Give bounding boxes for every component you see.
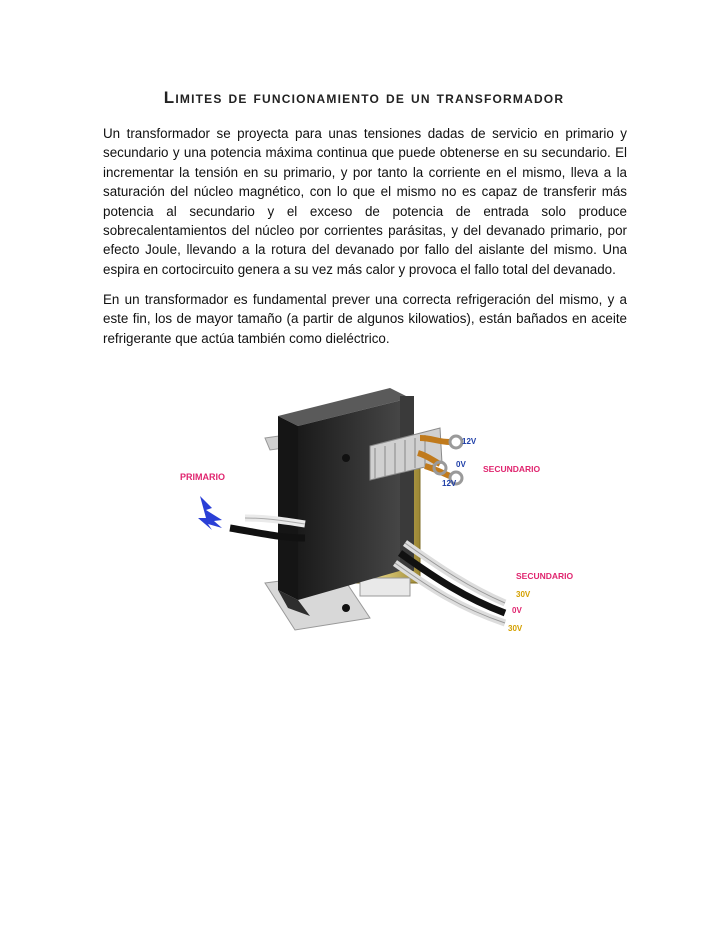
v30-bottom-label: 30V xyxy=(508,624,523,633)
primario-label: PRIMARIO xyxy=(180,472,225,482)
v30-top-label: 30V xyxy=(516,590,531,599)
paragraph-1: Un transformador se proyecta para unas tensiones dadas de servicio en primario y secundario y una potencia máxima continua que puede obtenerse en su secundario. El incrementar la tensión en su primario, y por tanto la corriente en el mismo, lleva a la saturación del núcleo magnético, con lo que el mismo no es capaz de transferir más potencia al secundario y el exceso de potencia de entrada solo produce sobrecalentamientos del núcleo por corrientes parásitas, y del devanado primario, por efecto Joule, llevando a la rotura del devanado por fallo del aislante del mismo. Una espira en cortocircuito genera a su vez más calor y provoca el fallo total del devanado. xyxy=(103,126,627,277)
v0-top-label: 0V xyxy=(456,460,466,469)
v12-top-label: 12V xyxy=(462,437,477,446)
page-title: Limites de funcionamiento de un transformador xyxy=(163,88,565,107)
secundario-bottom-label: SECUNDARIO xyxy=(516,571,574,581)
primario-arrow-icon xyxy=(198,496,222,530)
secundario-top-label: SECUNDARIO xyxy=(483,464,541,474)
transformer-figure xyxy=(170,368,590,648)
v0-bottom-label: 0V xyxy=(512,606,522,615)
transformer-illustration xyxy=(170,368,590,648)
v12-bottom-label: 12V xyxy=(442,479,457,488)
paragraph-2: En un transformador es fundamental prever una correcta refrigeración del mismo, y a este fin, los de mayor tamaño (a partir de algunos kilowatios), están bañados en aceite refrigerante que actúa también como dieléctrico. xyxy=(103,292,627,346)
